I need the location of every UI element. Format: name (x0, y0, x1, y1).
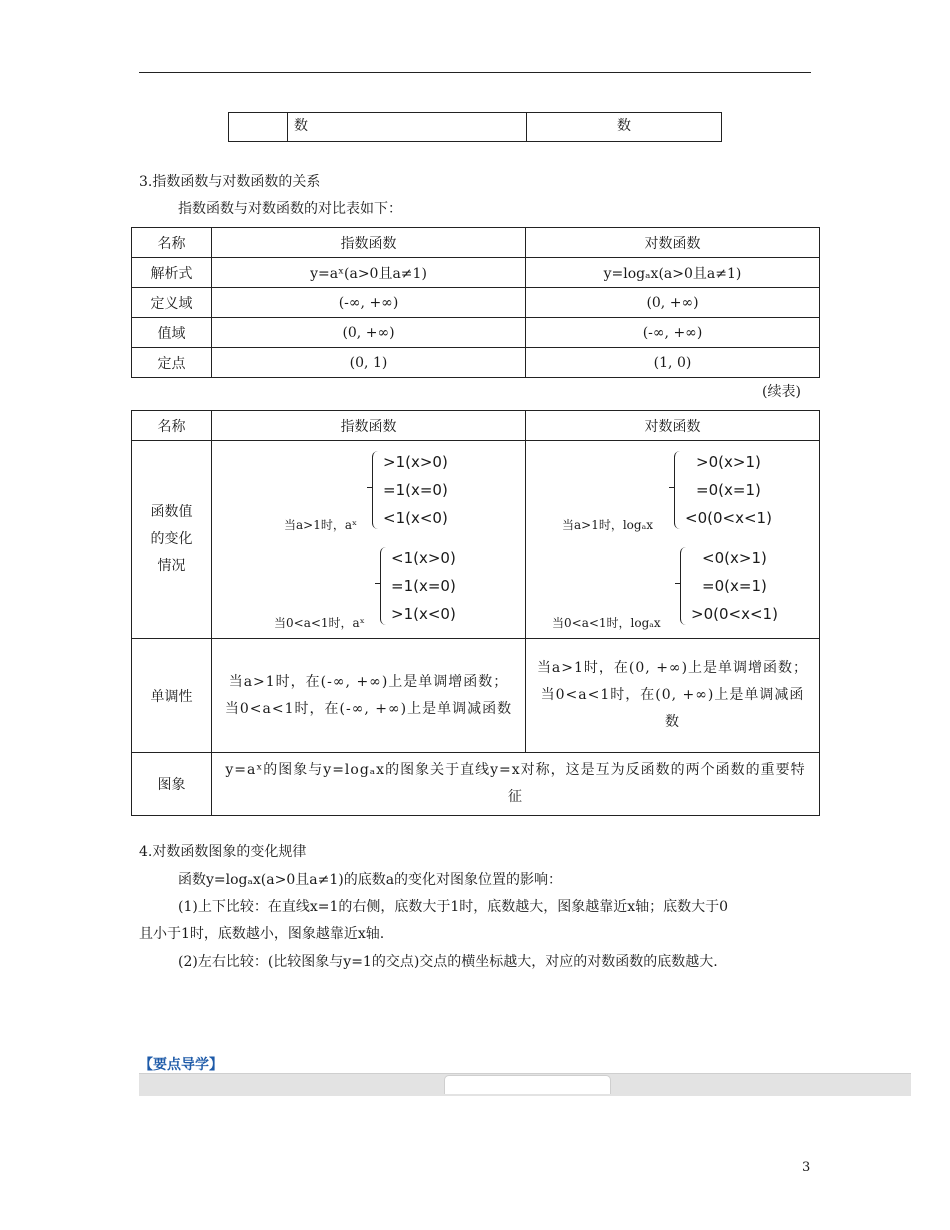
cell-log: (0, +∞) (526, 288, 820, 318)
cell-log: (1, 0) (526, 348, 820, 378)
piecewise-line: =0(x=1) (702, 576, 767, 595)
table-fragment-cell: 数 (288, 113, 527, 141)
section3-heading: 3.指数函数与对数函数的关系 (139, 174, 321, 190)
piecewise-line: >1(x<0) (391, 604, 456, 623)
page-number: 3 (802, 1160, 811, 1175)
brace-icon (372, 451, 381, 529)
piecewise-line: >1(x>0) (383, 452, 448, 471)
header-exponential: 指数函数 (212, 411, 526, 441)
row-label: 定点 (132, 348, 212, 378)
log-case2-lhs: 当0<a<1时，logₐx (552, 615, 661, 630)
header-name: 名称 (132, 228, 212, 258)
cell-log: y=logₐx(a>0且a≠1) (526, 258, 820, 288)
header-name: 名称 (132, 411, 212, 441)
header-logarithmic: 对数函数 (526, 228, 820, 258)
log-case1-lhs: 当a>1时，logₐx (562, 517, 653, 532)
header-logarithmic: 对数函数 (526, 411, 820, 441)
row-label: 值域 (132, 318, 212, 348)
cell-graph-description: y=aˣ的图象与y=logₐx的图象关于直线y=x对称，这是互为反函数的两个函数的重要特征 (212, 753, 820, 816)
piecewise-line: =1(x=0) (383, 480, 448, 499)
header-exponential: 指数函数 (212, 228, 526, 258)
section3-intro: 指数函数与对数函数的对比表如下： (178, 201, 402, 217)
header-rule (139, 72, 811, 73)
brace-icon (380, 547, 389, 625)
table-fragment-cell (229, 113, 288, 141)
comparison-table (131, 227, 820, 378)
cell-exp-value-change (212, 441, 526, 639)
piecewise-line: <1(x<0) (383, 508, 448, 527)
piecewise-line: =0(x=1) (696, 480, 761, 499)
exp-case1-lhs: 当a>1时，aˣ (284, 517, 358, 532)
brace-icon (674, 451, 683, 529)
cell-log: (-∞, +∞) (526, 318, 820, 348)
mono-text: 当a>1时，在(0, +∞)上是单调增函数； (536, 660, 809, 676)
section4-p1-line1: (1)上下比较：在直线x=1的右侧，底数大于1时，底数越大，图象越靠近x轴；底数大于0 (178, 899, 729, 915)
piecewise-line: <0(x>1) (702, 548, 767, 567)
row-label-monotonicity: 单调性 (132, 639, 212, 753)
table-fragment-cell: 数 (617, 118, 631, 134)
cell-exp: y=aˣ(a>0且a≠1) (212, 258, 526, 288)
brace-icon (680, 547, 689, 625)
comparison-table-continued (131, 410, 820, 816)
cell-exp-monotonicity (212, 639, 526, 753)
table-fragment (228, 112, 722, 142)
piecewise-line: <1(x>0) (391, 548, 456, 567)
piecewise-line: =1(x=0) (391, 576, 456, 595)
row-label-line: 的变化 (150, 531, 193, 547)
section4-p1-line2: 且小于1时，底数越小，图象越靠近x轴. (139, 926, 385, 942)
row-label: 定义域 (132, 288, 212, 318)
log-case2-piecewise (680, 544, 778, 628)
row-label-line: 情况 (157, 558, 186, 574)
piecewise-line: >0(0<x<1) (691, 604, 778, 623)
exp-case2-piecewise (380, 544, 456, 628)
cell-log-monotonicity (526, 639, 820, 753)
continued-label: (续表) (762, 384, 801, 400)
row-label-line: 函数值 (150, 504, 193, 520)
mono-text: 当a>1时，在(-∞, +∞)上是单调增函数； (228, 673, 509, 690)
section4-intro: 函数y=logₐx(a>0且a≠1)的底数a的变化对图象位置的影响： (178, 872, 563, 888)
exp-case1-piecewise (372, 448, 448, 532)
cell-exp: (0, +∞) (212, 318, 526, 348)
cell-exp: (-∞, +∞) (212, 288, 526, 318)
mono-text: 当0<a<1时，在(0, +∞)上是单调减函数 (540, 687, 805, 730)
exp-case2-lhs: 当0<a<1时，aˣ (274, 615, 365, 630)
section4-heading: 4.对数函数图象的变化规律 (139, 844, 307, 860)
cell-exp: (0, 1) (212, 348, 526, 378)
row-label: 解析式 (132, 258, 212, 288)
cell-log-value-change (526, 441, 820, 639)
row-label-graph: 图象 (132, 753, 212, 816)
section-tab (444, 1075, 611, 1094)
piecewise-line: <0(0<x<1) (685, 508, 772, 527)
key-points-tag: 【要点导学】 (139, 1057, 223, 1073)
row-label-value-change (132, 441, 212, 639)
section4-p2: (2)左右比较：(比较图象与y=1的交点)交点的横坐标越大，对应的对数函数的底数越大. (178, 954, 718, 970)
mono-text: 当0<a<1时，在(-∞, +∞)上是单调减函数 (224, 700, 513, 717)
log-case1-piecewise (674, 448, 772, 532)
piecewise-line: >0(x>1) (696, 452, 761, 471)
